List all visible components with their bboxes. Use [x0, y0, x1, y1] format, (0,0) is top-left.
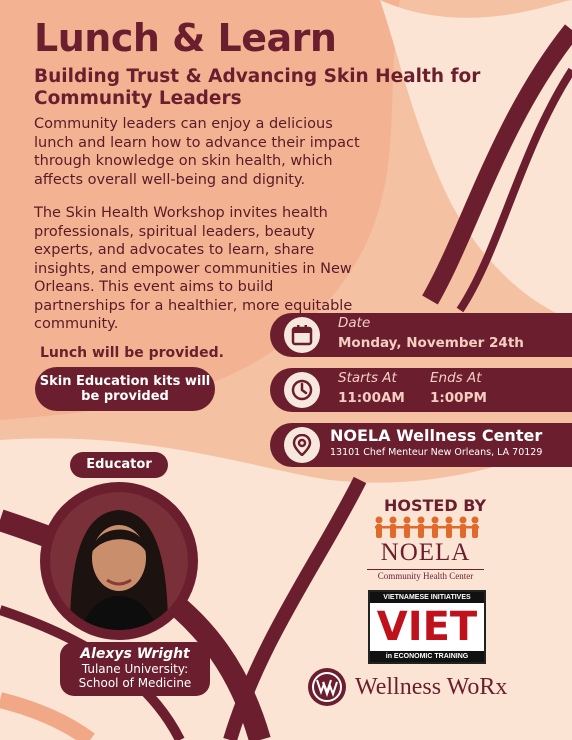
educator-badge: Educator: [70, 452, 168, 478]
venue-name: NOELA Wellness Center: [330, 426, 543, 445]
location-pill: [270, 423, 572, 467]
noela-wordmark: NOELA: [380, 539, 471, 566]
page-title: Lunch & Learn: [34, 16, 337, 60]
time-pill: [270, 368, 572, 412]
viet-wordmark: VIET: [376, 604, 478, 650]
people-chain-icon: [371, 515, 481, 541]
lunch-note: Lunch will be provided.: [40, 345, 224, 361]
venue-address: 13101 Chef Menteur New Orleans, LA 70129: [330, 447, 543, 458]
educator-name: Alexys Wright: [80, 646, 190, 662]
noela-subtitle: Community Health Center: [367, 569, 484, 581]
educator-photo: [50, 492, 188, 630]
date-label: Date: [338, 315, 371, 331]
intro-paragraph: Community leaders can enjoy a delicious lunch and learn how to advance their impact through knowledge on skin health, which affects overall well-being and dignity.: [34, 116, 360, 188]
start-label: Starts At: [338, 370, 397, 386]
educator-affiliation-1: Tulane University:: [81, 662, 189, 676]
educator-affiliation-2: School of Medicine: [78, 676, 192, 690]
workshop-paragraph: The Skin Health Workshop invites health professionals, spiritual leaders, beauty experts, and advocates to learn, share insights, and empower communities in New Orleans. This event aims to build partnerships for a healthier, more equitable community.: [34, 205, 353, 332]
end-value: 1:00PM: [430, 390, 487, 406]
noela-logo: [363, 515, 488, 583]
hosted-by-heading: HOSTED BY: [384, 496, 487, 515]
viet-logo: [368, 590, 486, 664]
educator-card: [60, 642, 210, 696]
viet-bottom-text: in ECONOMIC TRAINING: [370, 651, 484, 662]
wellness-worx-icon: [308, 668, 346, 706]
date-value: Monday, November 24th: [338, 335, 524, 351]
date-pill: [270, 313, 572, 357]
viet-top-text: VIETNAMESE INITIATIVES: [370, 592, 484, 603]
start-value: 11:00AM: [338, 390, 405, 406]
kits-badge: Skin Education kits will be provided: [35, 367, 215, 411]
page-subtitle: Building Trust & Advancing Skin Health for Community Leaders: [34, 66, 481, 109]
clock-icon: [284, 372, 320, 408]
calendar-icon: [284, 317, 320, 353]
location-pin-icon: [284, 427, 320, 463]
wellness-worx-name: Wellness WoRx: [355, 674, 508, 700]
end-label: Ends At: [430, 370, 482, 386]
